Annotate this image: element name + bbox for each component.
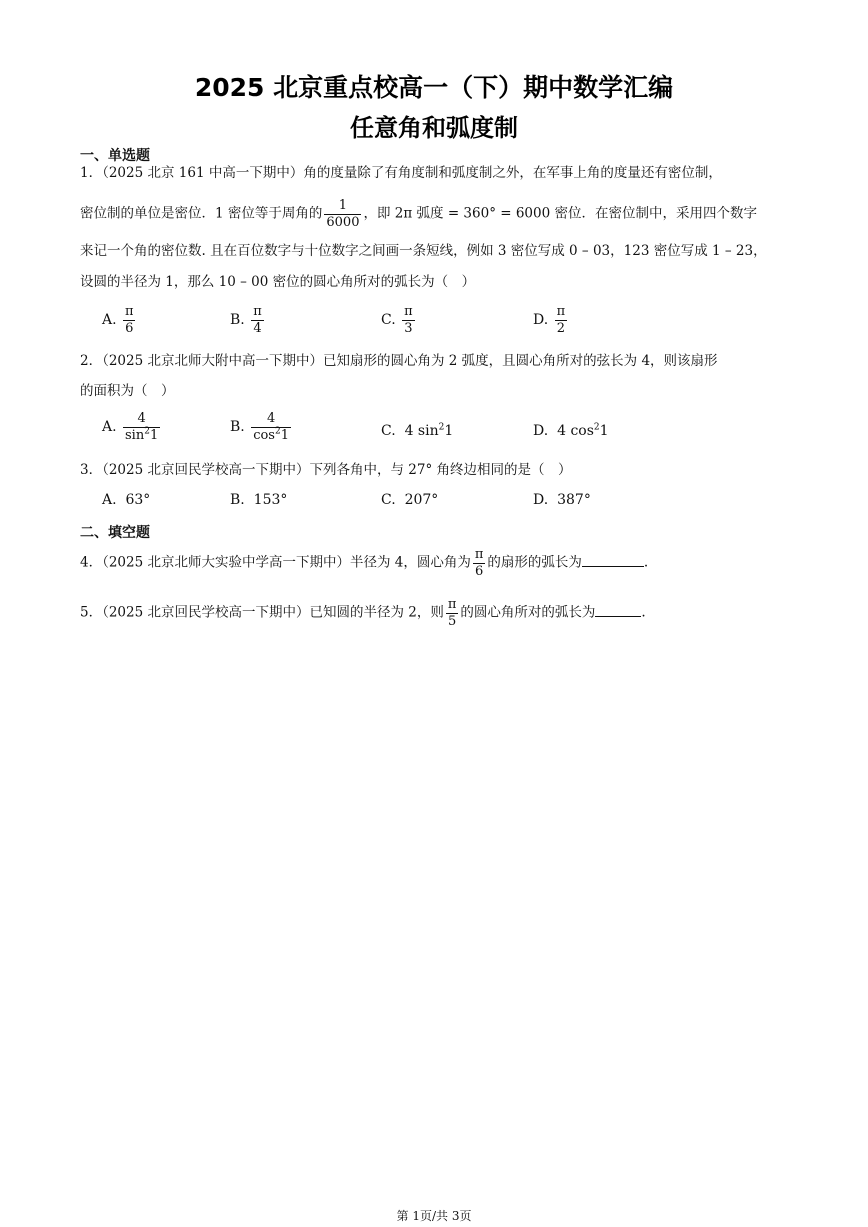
q1-option-d-num: π xyxy=(556,304,566,319)
q2-line-1: 2．（2025 北京北师大附中高一下期中）已知扇形的圆心角为 2 弧度，且圆心角所对的弦长为 4，则该扇形 xyxy=(80,353,718,369)
q2-option-d-tail: 1 xyxy=(599,423,609,439)
q2-option-b xyxy=(230,412,293,442)
q4-text-end: . xyxy=(643,554,649,571)
q4-text-post: 的扇形的弧长为 xyxy=(487,554,582,571)
q5-fraction-den: 5 xyxy=(448,613,457,629)
q1-option-d-den: 2 xyxy=(556,320,566,336)
q2-option-c-label: C. xyxy=(381,423,396,439)
q1-line-2 xyxy=(80,199,757,229)
q1-option-c-den: 3 xyxy=(404,320,413,336)
section-heading-single-choice: 一、单选题 xyxy=(80,148,150,164)
q2-option-b-den-tail: 1 xyxy=(280,427,289,443)
q2-option-a-den-func: sin xyxy=(125,427,145,443)
q1-option-c xyxy=(381,305,417,335)
q1-option-a-num: π xyxy=(125,304,134,319)
q1-option-a-fraction xyxy=(123,305,136,335)
q5-fraction-num: π xyxy=(447,597,457,612)
q2-option-a-den-tail: 1 xyxy=(149,427,159,443)
q1-option-b-den: 4 xyxy=(253,320,262,336)
q1-fraction-denominator: 6000 xyxy=(326,214,360,230)
q4-fraction-den: 6 xyxy=(475,563,484,579)
q2-option-a-den xyxy=(123,427,160,443)
q2-option-b-den-func: cos xyxy=(253,427,275,443)
q3-option-b-text: 153° xyxy=(253,492,288,508)
q2-option-a-label: A. xyxy=(102,419,117,436)
q1-line-2-text-a: 密位制的单位是密位．1 密位等于周角的 xyxy=(80,205,323,222)
q1-option-b-fraction xyxy=(251,305,264,335)
q5-answer-blank[interactable] xyxy=(595,602,641,617)
q5-line xyxy=(80,598,646,628)
q1-option-d-fraction xyxy=(555,305,568,335)
q1-option-a xyxy=(102,305,138,335)
q2-option-a xyxy=(102,412,162,442)
q5-text-pre: 5．（2025 北京回民学校高一下期中）已知圆的半径为 2，则 xyxy=(80,604,444,621)
q3-option-c-text: 207° xyxy=(404,492,439,508)
q2-option-a-num: 4 xyxy=(137,411,146,426)
q4-text-pre: 4．（2025 北京北师大实验中学高一下期中）半径为 4，圆心角为 xyxy=(80,554,471,571)
q1-option-c-num: π xyxy=(404,304,413,319)
q1-fraction xyxy=(324,199,361,229)
q3-option-a xyxy=(102,492,150,508)
q1-line-2-text-b: ，即 2π 弧度 = 360° = 6000 密位．在密位制中，采用四个数字 xyxy=(363,205,757,222)
section-heading-fill-blank: 二、填空题 xyxy=(80,525,150,541)
q1-option-d xyxy=(533,305,569,335)
q5-fraction xyxy=(446,598,459,628)
q2-option-b-den-sup: 2 xyxy=(274,426,281,437)
q1-option-c-fraction xyxy=(402,305,415,335)
q3-option-a-text: 63° xyxy=(125,492,151,508)
q2-option-c-sup: 2 xyxy=(438,422,445,433)
q2-option-c-tail: 1 xyxy=(444,423,454,439)
q1-option-c-label: C. xyxy=(381,312,396,329)
q1-option-b-label: B. xyxy=(230,312,245,329)
q2-option-c-text: 4 sin xyxy=(404,423,439,439)
page-footer: 第 1页/共 3页 xyxy=(396,1209,472,1223)
q2-option-a-fraction xyxy=(123,412,160,442)
q2-option-b-fraction xyxy=(251,412,291,442)
q1-option-a-den: 6 xyxy=(125,320,134,336)
document-subtitle: 任意角和弧度制 xyxy=(350,114,518,142)
q3-option-d-text: 387° xyxy=(557,492,591,508)
q2-option-b-num: 4 xyxy=(266,411,276,426)
q5-text-end: . xyxy=(641,604,646,621)
document-title: 2025 北京重点校高一（下）期中数学汇编 xyxy=(194,73,674,102)
q1-option-b xyxy=(230,305,266,335)
q3-option-d-label: D. xyxy=(533,492,549,508)
q2-option-b-label: B. xyxy=(230,419,245,436)
q5-text-post: 的圆心角所对的弧长为 xyxy=(460,604,596,621)
q3-option-b xyxy=(230,492,287,508)
q3-line-1: 3．（2025 北京回民学校高一下期中）下列各角中，与 27° 角终边相同的是（ ） xyxy=(80,462,572,478)
q3-option-c xyxy=(381,492,438,508)
q1-option-a-label: A. xyxy=(102,312,117,329)
q1-option-b-num: π xyxy=(253,304,262,319)
q1-fraction-numerator: 1 xyxy=(338,198,348,213)
q3-option-b-label: B. xyxy=(230,492,245,508)
q1-line-4: 设圆的半径为 1，那么 10 – 00 密位的圆心角所对的弧长为（ ） xyxy=(80,274,476,290)
q2-option-d xyxy=(533,423,609,439)
q3-option-a-label: A. xyxy=(102,492,117,508)
q4-line xyxy=(80,548,648,578)
q2-option-d-label: D. xyxy=(533,423,549,439)
q4-answer-blank[interactable] xyxy=(582,552,644,567)
q2-option-d-sup: 2 xyxy=(593,422,600,433)
q1-line-3: 来记一个角的密位数. 且在百位数字与十位数字之间画一条短线，例如 3 密位写成 0 – 03，123 密位写成 1 – 23， xyxy=(80,243,767,259)
q4-fraction-num: π xyxy=(474,547,484,562)
q2-option-a-den-sup: 2 xyxy=(144,426,150,437)
q2-line-2: 的面积为（ ） xyxy=(80,383,175,399)
q1-option-d-label: D. xyxy=(533,312,549,329)
q2-option-d-text: 4 cos xyxy=(557,423,594,439)
q2-option-b-den xyxy=(251,427,291,443)
q2-option-c xyxy=(381,423,453,439)
q4-fraction xyxy=(473,548,486,578)
q3-option-c-label: C. xyxy=(381,492,396,508)
q3-option-d xyxy=(533,492,591,508)
q1-line-1: 1．（2025 北京 161 中高一下期中）角的度量除了有角度制和弧度制之外，在军事上角的度量还有密位制， xyxy=(80,165,722,181)
